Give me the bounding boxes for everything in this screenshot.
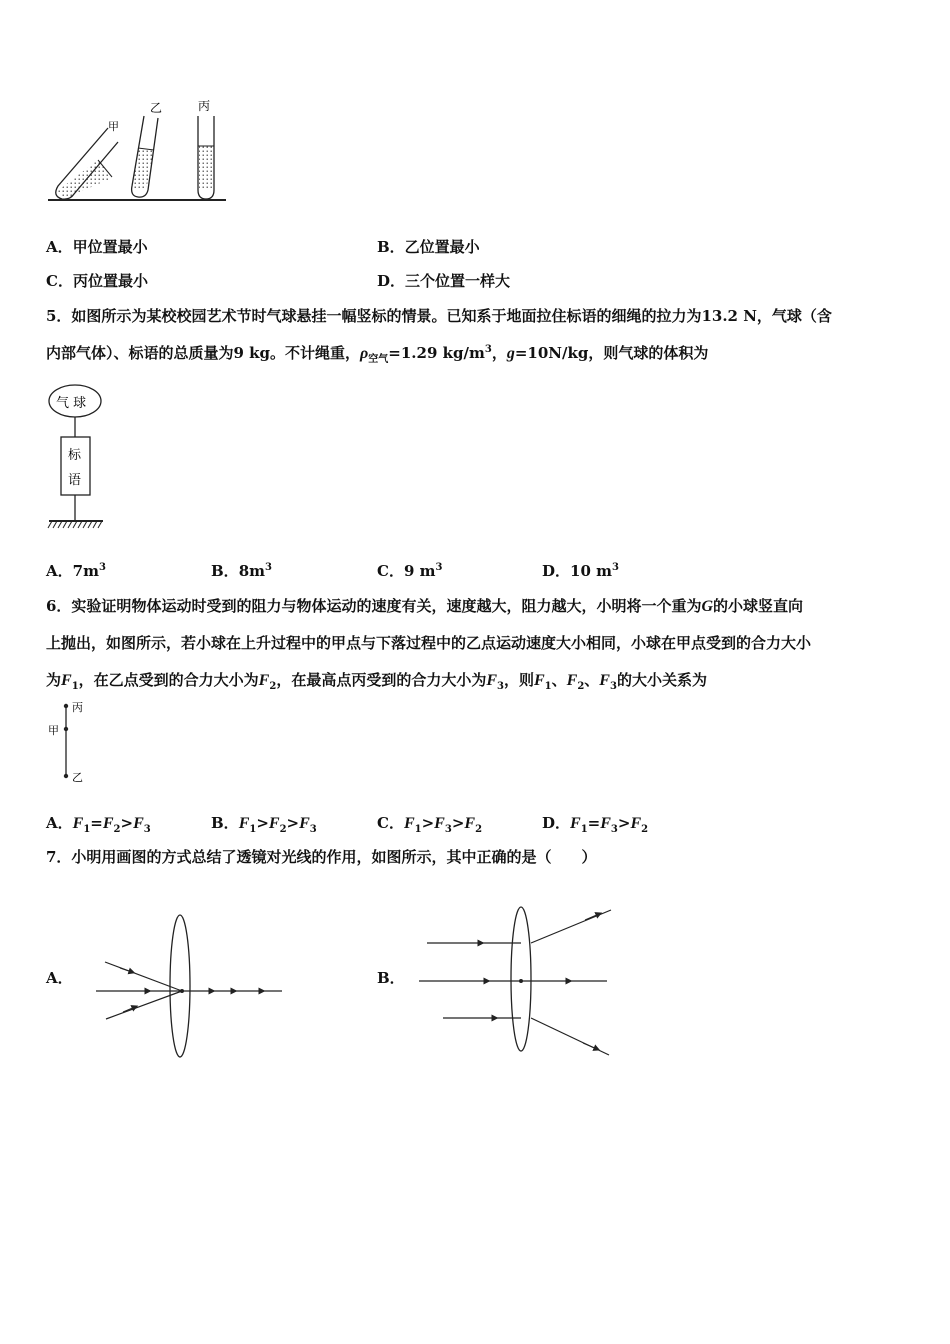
q5-option-a[interactable]: A．$7m^3$ (46, 562, 106, 580)
label-yi: 乙 (72, 771, 83, 784)
balloon-label: 气 球 (56, 396, 87, 411)
point-yi (64, 774, 68, 778)
q6-option-c[interactable]: C．$F_1>F_3>F_2$ (377, 814, 483, 835)
q5-option-d[interactable]: D．10 $m^3$ (542, 562, 619, 580)
q6-stem-line3: 为$F_1$，在乙点受到的合力大小为$F_2$，在最高点丙受到的合力大小为$F_3$，则$F_1$、$F_2$、$F_3$的大小关系为 (46, 671, 707, 692)
lens-a (170, 915, 190, 1057)
tube-bing (198, 116, 214, 199)
q7-option-b-label[interactable]: B． (377, 969, 405, 987)
q6-option-d[interactable]: D．$F_1=F_3>F_2$ (542, 814, 649, 835)
point-jia (64, 727, 68, 731)
q5-option-c[interactable]: C．9 $m^3$ (377, 562, 443, 580)
q5-stem-line2: 内部气体）、标语的总质量为9 kg。不计绳重，$\rho_{空气}=1.29$ $kg/m^3$，g=10N/kg，则气球的体积为 (46, 344, 709, 365)
q7-option-a-label[interactable]: A． (46, 969, 73, 987)
lens-figure-a (90, 905, 290, 1065)
q6-option-b[interactable]: B．$F_1>F_2>F_3$ (211, 814, 317, 835)
label-jia: 甲 (108, 120, 119, 133)
q6-option-a[interactable]: A．$F_1=F_2>F_3$ (46, 814, 151, 835)
q4-option-d[interactable]: D．三个位置一样大 (377, 272, 511, 290)
test-tubes-figure (46, 98, 236, 206)
lens-figure-b (415, 900, 615, 1060)
q4-option-b[interactable]: B．乙位置最小 (377, 238, 480, 256)
q6-stem-line1: 6．实验证明物体运动时受到的阻力与物体运动的速度有关，速度越大，阻力越大，小明将一个重为G的小球竖直向 (46, 597, 804, 615)
q4-option-a[interactable]: A．甲位置最小 (46, 238, 148, 256)
banner-char-2: 语 (68, 473, 82, 488)
balloon-banner-figure (46, 380, 108, 532)
q7-stem: 7．小明用画图的方式总结了透镜对光线的作用，如图所示，其中正确的是（ ） (46, 848, 597, 866)
label-jia: 甲 (48, 724, 59, 737)
q4-option-c[interactable]: C．丙位置最小 (46, 272, 148, 290)
label-yi: 乙 (150, 101, 163, 115)
q6-stem-line2: 上抛出，如图所示，若小球在上升过程中的甲点与下落过程中的乙点运动速度大小相同，小球在甲点受到的合力大小 (46, 634, 812, 652)
q5-option-b[interactable]: B．$8m^3$ (211, 562, 272, 580)
ball-path-figure (46, 698, 96, 786)
q5-stem-line1: 5．如图所示为某校校园艺术节时气球悬挂一幅竖标的情景。已知系于地面拉住标语的细绳的拉力为13.2 N，气球（含 (46, 307, 832, 325)
tube-yi (132, 116, 158, 197)
label-bing: 丙 (72, 701, 83, 714)
point-bing (64, 704, 68, 708)
tube-jia (56, 128, 118, 199)
label-bing: 丙 (198, 99, 211, 113)
banner-char-1: 标 (68, 448, 82, 463)
